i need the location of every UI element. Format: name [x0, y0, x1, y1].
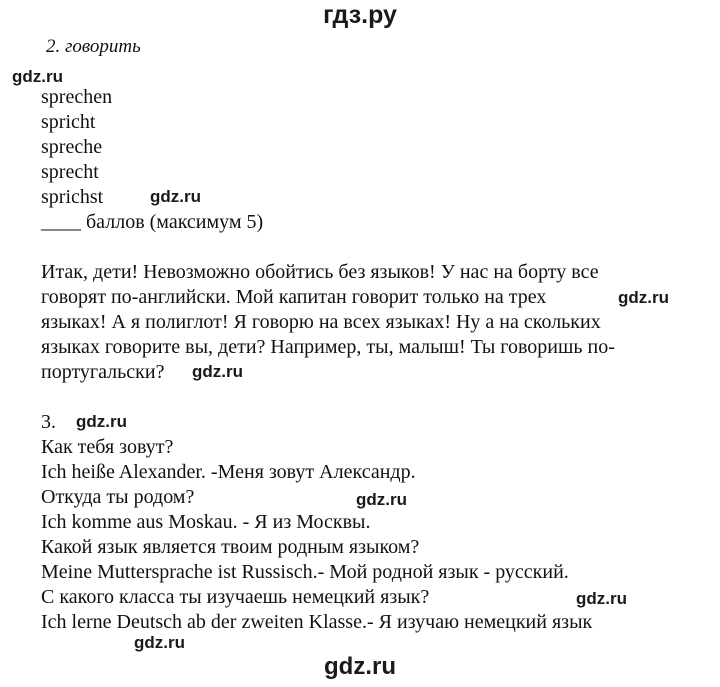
watermark: gdz.ru: [576, 589, 627, 608]
dialog-line: Откуда ты родом?: [41, 486, 195, 508]
paragraph-line: языках говорите вы, дети? Например, ты, малыш! Ты говоришь по-: [41, 336, 615, 358]
footer-watermark: gdz.ru: [324, 653, 396, 680]
watermark: gdz.ru: [134, 633, 185, 652]
dialog-line: Ich lerne Deutsch ab der zweiten Klasse.- Я изучаю немецкий язык: [41, 611, 593, 633]
site-header: гдз.ру: [323, 1, 397, 29]
watermark: gdz.ru: [192, 362, 243, 381]
verb-form: spricht: [41, 111, 96, 133]
watermark: gdz.ru: [12, 67, 63, 86]
watermark: gdz.ru: [76, 412, 127, 431]
score-line: ____ баллов (максимум 5): [41, 211, 264, 233]
dialog-line: Какой язык является твоим родным языком?: [41, 536, 420, 558]
paragraph-line: Итак, дети! Невозможно обойтись без языков! У нас на борту все: [41, 261, 599, 283]
dialog-line: Meine Muttersprache ist Russisch.- Мой родной язык - русский.: [41, 561, 569, 583]
verb-form: sprecht: [41, 161, 99, 183]
verb-form: sprichst: [41, 186, 104, 208]
watermark: gdz.ru: [150, 187, 201, 206]
watermark: gdz.ru: [618, 288, 669, 307]
verb-form: spreche: [41, 136, 103, 158]
verb-form: sprechen: [41, 86, 113, 108]
dialog-line: Как тебя зовут?: [41, 436, 174, 458]
dialog-line: Ich heiße Alexander. -Меня зовут Александр.: [41, 461, 416, 483]
paragraph-line: португальски?: [41, 361, 165, 383]
dialog-line: Ich komme aus Moskau. - Я из Москвы.: [41, 511, 371, 533]
paragraph-line: говорят по-английски. Мой капитан говорит только на трех: [41, 286, 547, 308]
watermark: gdz.ru: [356, 490, 407, 509]
dialog-line: С какого класса ты изучаешь немецкий язык?: [41, 586, 430, 608]
paragraph-line: языках! А я полиглот! Я говорю на всех языках! Ну а на скольких: [41, 311, 601, 333]
section-2-heading: 2. говорить: [46, 36, 141, 57]
section-3-number: 3.: [41, 411, 56, 433]
